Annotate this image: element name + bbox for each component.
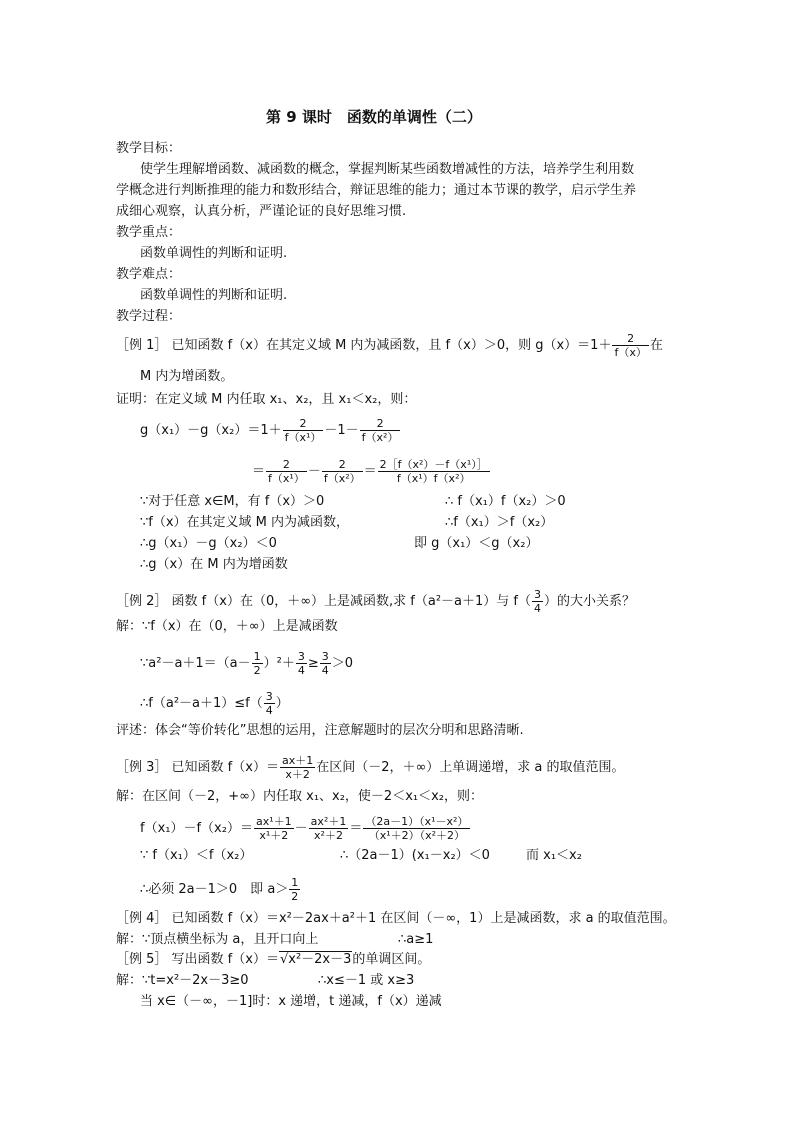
reason-3b: 即 g（x₁）＜g（x₂）	[414, 536, 539, 551]
keypoint-heading: 教学重点：	[116, 225, 182, 240]
difficulty-text: 函数单调性的判断和证明.	[140, 288, 288, 303]
proof-step-2: ＝ $\frac{2}{\text{f（x¹）}}$ － $\frac{2}{\text{f（x²）}}$ ＝ $\frac{\text{2［f（x²）－f（x¹）］}}{\text{f（x¹）f（x²）}}$	[252, 458, 488, 485]
example-2-step-2: ∵a²－a＋1＝（a－ $\frac{1}{2}$ ）²＋ $\frac{3}{4}$ ≥ $\frac{3}{4}$ ＞0	[140, 650, 354, 677]
example-4-step-1b: ∴a≥1	[398, 932, 434, 947]
example-4-step-1a: 解：∵顶点横坐标为 a，且开口向上	[116, 932, 319, 947]
example-3-step-3b: ∴（2a－1）(x₁－x₂）＜0	[340, 848, 490, 863]
difficulty-heading: 教学难点：	[116, 267, 182, 282]
example-3-step-3c: 而 x₁＜x₂	[526, 848, 582, 863]
keypoint-text: 函数单调性的判断和证明.	[140, 246, 288, 261]
example-4-statement: ［例 4］ 已知函数 f（x）＝x²－2ax＋a²＋1 在区间（－∞，1）上是减函数，求 a 的取值范围。	[116, 911, 676, 926]
example-3-statement: ［例 3］ 已知函数 f（x）＝ $\frac{ax+1}{x+2}$ 在区间（－2，＋∞）上单调递增，求 a 的取值范围。	[116, 754, 625, 781]
example-3-step-3a: ∵ f（x₁）＜f（x₂）	[140, 848, 253, 863]
example-5-step-1a: 解：∵t=x²－2x－3≥0	[116, 973, 249, 988]
example-5-statement: ［例 5］ 写出函数 f（x）＝√x²－2x－3的单调区间。	[116, 952, 431, 967]
objectives-line: 使学生理解增函数、减函数的概念，掌握判断某些函数增减性的方法，培养学生利用数	[140, 162, 635, 177]
example-1-statement-cont: M 内为增函数。	[140, 369, 234, 384]
reason-2b: ∴f（x₁）＞f（x₂）	[445, 515, 554, 530]
example-2-comment: 评述：体会“等价转化”思想的运用，注意解题时的层次分明和思路清晰.	[116, 723, 524, 738]
example-3-step-4: ∴必须 2a－1＞0 即 a＞ $\frac{1}{2}$	[140, 876, 299, 903]
objectives-line: 成细心观察，认真分析，严谨论证的良好思维习惯.	[116, 204, 407, 219]
proof-step-1: g（x₁）－g（x₂）＝1＋ $\frac{2}{\text{f（x¹）}}$ －1－ $\frac{2}{\text{f（x²）}}$	[140, 417, 399, 444]
example-2-step-1: 解：∵f（x）在（0，＋∞）上是减函数	[116, 619, 338, 634]
process-heading: 教学过程：	[116, 309, 182, 324]
example-3-step-1: 解：在区间（－2，+∞）内任取 x₁、x₂，使－2＜x₁＜x₂，则：	[116, 789, 484, 804]
example-3-step-2: f（x₁）－f（x₂）＝ $\frac{\text{ax¹＋1}}{\text{x¹＋2}}$ － $\frac{\text{ax²＋1}}{\text{x²＋2}}$ ＝ $\frac{\text{（2a－1）（x¹－x²）}}{\text{（x¹＋2）（x²＋2）}}$	[140, 815, 469, 842]
page-title: 第 9 课时 函数的单调性（二）	[266, 108, 482, 126]
reason-1b: ∴ f（x₁）f（x₂）＞0	[445, 494, 566, 509]
sqrt-expression: √x²－2x－3	[279, 952, 352, 967]
example-1-statement: ［例 1］ 已知函数 f（x）在其定义域 M 内为减函数，且 f（x）＞0，则 g（x）＝1＋ $\frac{2}{f(x)}$ 在	[116, 332, 663, 359]
example-5-step-2: 当 x∈（－∞，－1]时：x 递增，t 递减，f（x）递减	[140, 994, 442, 1009]
conclusion-1: ∴g（x）在 M 内为增函数	[140, 557, 288, 572]
reason-3a: ∴g（x₁）－g（x₂）＜0	[140, 536, 277, 551]
objectives-line: 学概念进行判断推理的能力和数形结合，辩证思维的能力；通过本节课的教学，启示学生养	[116, 183, 637, 198]
example-5-step-1b: ∴x≤－1 或 x≥3	[318, 973, 415, 988]
proof-intro: 证明：在定义域 M 内任取 x₁、x₂，且 x₁＜x₂，则：	[116, 392, 417, 407]
reason-1a: ∵对于任意 x∈M，有 f（x）＞0	[140, 494, 325, 509]
example-2-statement: ［例 2］ 函数 f（x）在（0，＋∞）上是减函数,求 f（a²－a＋1）与 f（ $\frac{3}{4}$ ）的大小关系？	[116, 588, 636, 615]
reason-2a: ∵f（x）在其定义域 M 内为减函数，	[140, 515, 350, 530]
example-2-step-3: ∴f（a²－a＋1）≤f（ $\frac{3}{4}$ ）	[140, 690, 289, 717]
objectives-heading: 教学目标：	[116, 141, 182, 156]
